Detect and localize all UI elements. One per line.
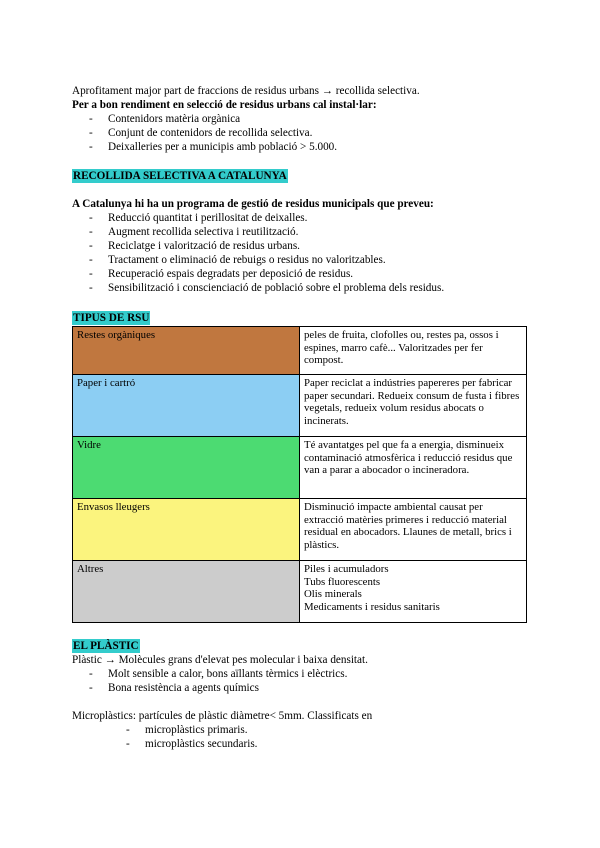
list-item: - Conjunt de contenidors de recollida selectiva. — [72, 126, 532, 140]
table-cell-desc: peles de fruita, clofolles ou, restes pa, ossos i espines, marro cafè... Valoritzades per fer compost. — [300, 327, 527, 375]
list-item: - Molt sensible a calor, bons aïllants tèrmics i elèctrics. — [72, 667, 532, 681]
list-item: - Augment recollida selectiva i reutilització. — [72, 225, 532, 239]
table-row — [73, 375, 527, 437]
document-page — [72, 84, 532, 751]
list-item: - Tractament o eliminació de rebuigs o residus no valoritzables. — [72, 253, 532, 267]
intro-list — [72, 112, 532, 154]
desc-line: Piles i acumuladors — [304, 563, 389, 575]
desc-line: Olis minerals — [304, 588, 362, 600]
desc-line: Tubs fluorescents — [304, 575, 381, 588]
table-row — [73, 499, 527, 561]
list-item: - microplàstics primaris. — [72, 723, 532, 737]
list-item: - Reciclatge i valorització de residus urbans. — [72, 239, 532, 253]
list-item: - Bona resistència a agents químics — [72, 681, 532, 695]
list-item: - Deixalleries per a municipis amb població > 5.000. — [72, 140, 532, 154]
section-heading-plastic: EL PLÀSTIC — [73, 640, 139, 652]
list-item: - Reducció quantitat i perillositat de deixalles. — [72, 211, 532, 225]
section1-lead: A Catalunya hi ha un programa de gestió de residus municipals que preveu: — [72, 198, 434, 210]
table-cell-type: Envasos lleugers — [73, 499, 300, 561]
table-row — [73, 327, 527, 375]
plastic-line: Plàstic → Molècules grans d'elevat pes molecular i baixa densitat. — [72, 654, 368, 666]
table-row — [73, 437, 527, 499]
plastic-list — [72, 667, 532, 695]
intro-line: Aprofitament major part de fraccions de residus urbans → recollida selectiva. — [72, 85, 420, 97]
desc-line: Medicaments i residus sanitaris — [304, 600, 440, 613]
intro-lead: Per a bon rendiment en selecció de residus urbans cal instal·lar: — [72, 99, 377, 111]
section-heading-tipus: TIPUS DE RSU — [73, 312, 150, 324]
section-heading-recollida: RECOLLIDA SELECTIVA A CATALUNYA — [73, 170, 287, 182]
list-item: - Recuperació espais degradats per deposició de residus. — [72, 267, 532, 281]
table-row — [73, 561, 527, 623]
list-item: - Contenidors matèria orgànica — [72, 112, 532, 126]
list-item: - microplàstics secundaris. — [72, 737, 532, 751]
rsu-table — [72, 326, 527, 623]
table-cell-desc: Paper reciclat a indústries papereres per fabricar paper secundari. Redueix consum de fusta i fibres vegetals, redueix volum residus abocats o incinerats. — [300, 375, 527, 437]
list-item: - Sensibilització i conscienciació de població sobre el problema dels residus. — [72, 281, 532, 295]
table-cell-type: Restes orgàniques — [73, 327, 300, 375]
section1-list — [72, 211, 532, 295]
table-cell-type: Vidre — [73, 437, 300, 499]
microplastics-list — [72, 723, 532, 751]
table-cell-desc: Disminució impacte ambiental causat per extracció matèries primeres i reducció material residual en abocadors. Llaunes de metall, brics i plàstics. — [300, 499, 527, 561]
table-cell-desc — [300, 561, 527, 623]
table-cell-desc: Té avantatges pel que fa a energia, disminueix contaminació atmosfèrica i reducció residus que van a parar a abocador o incineradora. — [300, 437, 527, 499]
microplastics-line: Microplàstics: partícules de plàstic diàmetre< 5mm. Classificats en — [72, 710, 373, 722]
table-cell-type: Paper i cartró — [73, 375, 300, 437]
table-cell-type: Altres — [73, 561, 300, 623]
